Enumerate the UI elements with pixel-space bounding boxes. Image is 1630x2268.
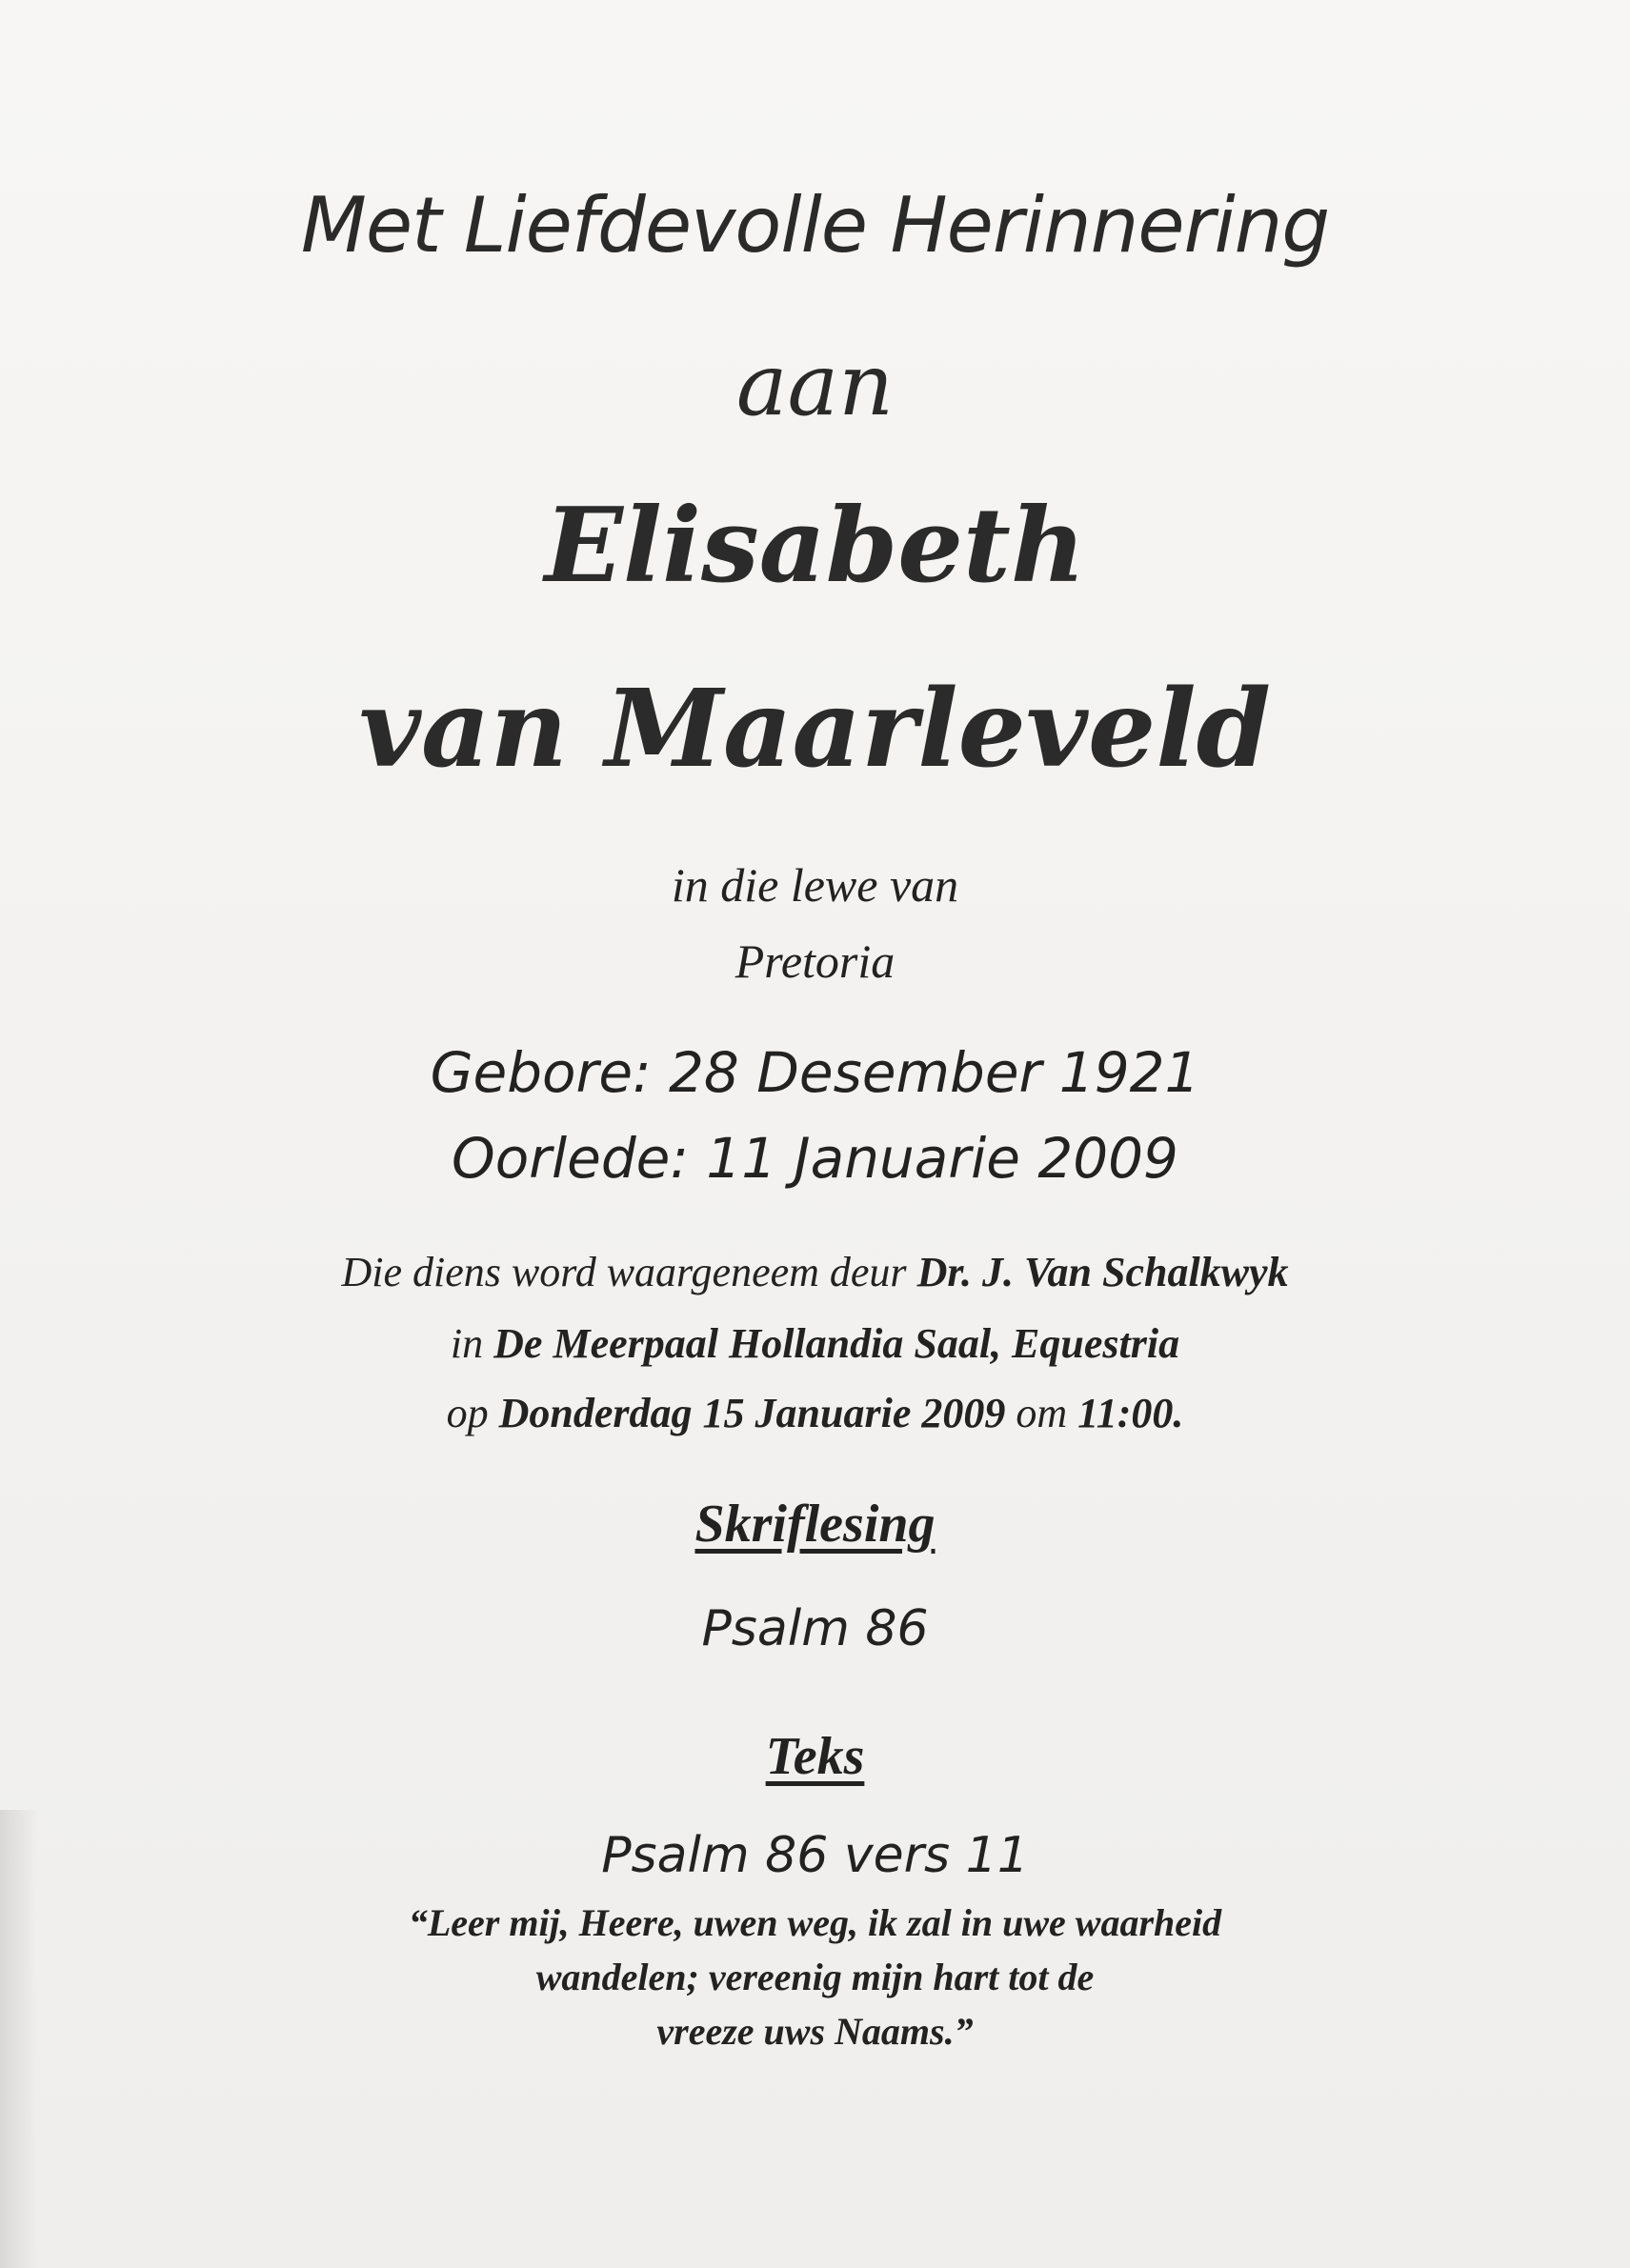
surname: van Maarleveld xyxy=(358,667,1272,792)
birth-date: Gebore: 28 Desember 1921 xyxy=(430,1040,1200,1105)
service-venue: De Meerpaal Hollandia Saal, Equestria xyxy=(493,1320,1180,1367)
heading-line-1: Met Liefdevolle Herinnering xyxy=(300,181,1330,270)
quote-line-3: vreeze uws Naams.” xyxy=(656,2010,974,2053)
death-date: Oorlede: 11 Januarie 2009 xyxy=(452,1126,1178,1191)
service-date-line xyxy=(0,1389,1630,1437)
first-name: Elisabeth xyxy=(544,486,1086,606)
text-title: Teks xyxy=(765,1727,865,1786)
service-time: 11:00. xyxy=(1077,1390,1184,1436)
reading-title: Skriflesing xyxy=(694,1495,936,1554)
service-officiant: Dr. J. Van Schalkwyk xyxy=(916,1249,1289,1295)
quote-line-1: “Leer mij, Heere, uwen weg, ik zal in uwe waarheid xyxy=(408,1901,1222,1944)
heading-line-2: aan xyxy=(735,335,895,435)
text-reference: Psalm 86 vers 11 xyxy=(601,1827,1029,1884)
service-officiant-line xyxy=(0,1248,1630,1296)
life-label: in die lewe van xyxy=(671,858,959,912)
service-date: Donderdag 15 Januarie 2009 xyxy=(498,1390,1006,1436)
service-venue-prefix: in xyxy=(450,1320,494,1367)
reading-reference: Psalm 86 xyxy=(701,1600,929,1657)
service-date-prefix: op xyxy=(446,1390,499,1436)
quote-line-2: wandelen; vereenig mijn hart tot de xyxy=(535,1956,1095,1998)
service-time-prefix: om xyxy=(1005,1390,1078,1436)
place: Pretoria xyxy=(735,934,895,988)
service-officiant-prefix: Die diens word waargeneem deur xyxy=(341,1249,917,1295)
service-venue-line xyxy=(0,1319,1630,1368)
